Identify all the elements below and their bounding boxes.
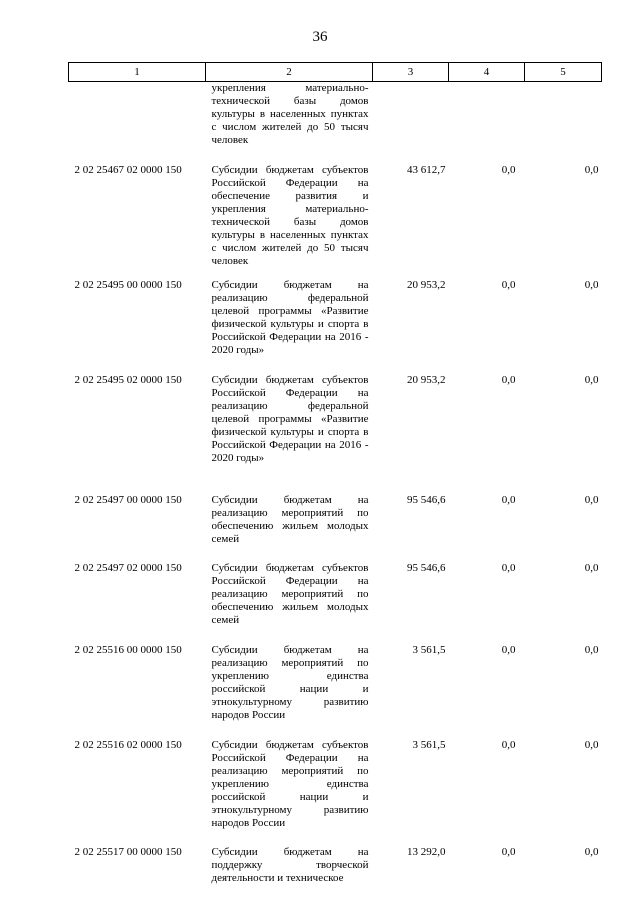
row-value-5: 0,0: [584, 846, 599, 858]
row-value-5: 0,0: [584, 739, 599, 751]
row-code: [69, 82, 206, 157]
budget-table: [68, 62, 602, 886]
header-row: [69, 63, 602, 82]
table-row: [69, 486, 602, 554]
header-col-3: 3: [373, 63, 449, 82]
row-value-4: 0,0: [501, 279, 516, 291]
row-name: Субсидии бюджетам на реализацию мероприятий по обеспечению жильем молодых семей: [211, 494, 369, 545]
table-row: [69, 731, 602, 838]
row-code: 2 02 25495 00 0000 150: [74, 279, 182, 291]
row-name: Субсидии бюджетам на реализацию мероприятий по укреплению единства российской нации и этнокультурному развитию народов России: [211, 644, 369, 721]
table-row: [69, 82, 602, 157]
row-name: Субсидии бюджетам субъектов Российской Федерации на реализацию федеральной целевой программы «Развитие физической культуры и спорта в Российской Федерации на 2016 - 2020 годы»: [211, 374, 369, 464]
row-code: 2 02 25497 00 0000 150: [74, 494, 182, 506]
table-row: [69, 271, 602, 366]
row-value-5: 0,0: [584, 494, 599, 506]
row-code: 2 02 25495 02 0000 150: [74, 374, 182, 386]
row-value-4: 0,0: [501, 164, 516, 176]
row-name: Субсидии бюджетам на реализацию федеральной целевой программы «Развитие физической культуры и спорта в Российской Федерации на 2016 - 2020 годы»: [211, 279, 369, 356]
row-value-5: [525, 82, 602, 157]
row-value-5: 0,0: [584, 562, 599, 574]
row-value-4: 0,0: [501, 494, 516, 506]
row-name: Субсидии бюджетам на поддержку творческой деятельности и техническое: [211, 846, 369, 884]
row-value-3: 3 561,5: [412, 739, 446, 751]
row-value-4: [449, 82, 525, 157]
row-value-5: 0,0: [584, 644, 599, 656]
row-value-3: 95 546,6: [407, 562, 446, 574]
row-value-4: 0,0: [501, 374, 516, 386]
row-value-3: 95 546,6: [407, 494, 446, 506]
row-value-4: 0,0: [501, 644, 516, 656]
table-row: [69, 366, 602, 486]
row-name: Субсидии бюджетам субъектов Российской Федерации на реализацию мероприятий по укреплению единства российской нации и этнокультурному развитию народов России: [211, 739, 369, 829]
row-value-3: 13 292,0: [407, 846, 446, 858]
row-code: 2 02 25516 00 0000 150: [74, 644, 182, 656]
header-col-1: 1: [69, 63, 206, 82]
row-value-5: 0,0: [584, 279, 599, 291]
header-col-2: 2: [206, 63, 373, 82]
row-value-3: 43 612,7: [407, 164, 446, 176]
row-code: 2 02 25467 02 0000 150: [74, 164, 182, 176]
row-code: 2 02 25517 00 0000 150: [74, 846, 182, 858]
table-row: [69, 554, 602, 636]
header-col-5: 5: [525, 63, 602, 82]
table-row: [69, 156, 602, 271]
page-number: 36: [312, 29, 328, 45]
row-value-5: 0,0: [584, 374, 599, 386]
row-value-3: 20 953,2: [407, 279, 446, 291]
row-name: укрепления материально-технической базы домов культуры в населенных пунктах с числом жителей до 50 тысяч человек: [211, 82, 369, 146]
row-value-4: 0,0: [501, 739, 516, 751]
row-code: 2 02 25516 02 0000 150: [74, 739, 182, 751]
row-name: Субсидии бюджетам субъектов Российской Федерации на реализацию мероприятий по обеспечению жильем молодых семей: [211, 562, 369, 626]
row-code: 2 02 25497 02 0000 150: [74, 562, 182, 574]
row-value-3: 20 953,2: [407, 374, 446, 386]
row-value-3: 3 561,5: [412, 644, 446, 656]
row-name: Субсидии бюджетам субъектов Российской Федерации на обеспечение развития и укрепления материально-технической базы домов культуры в населенных пунктах с числом жителей до 50 тысяч человек: [211, 164, 369, 267]
table-row: [69, 636, 602, 731]
row-value-4: 0,0: [501, 846, 516, 858]
row-value-5: 0,0: [584, 164, 599, 176]
row-value-4: 0,0: [501, 562, 516, 574]
row-value-3: [373, 82, 449, 157]
table-row: [69, 838, 602, 886]
header-col-4: 4: [449, 63, 525, 82]
